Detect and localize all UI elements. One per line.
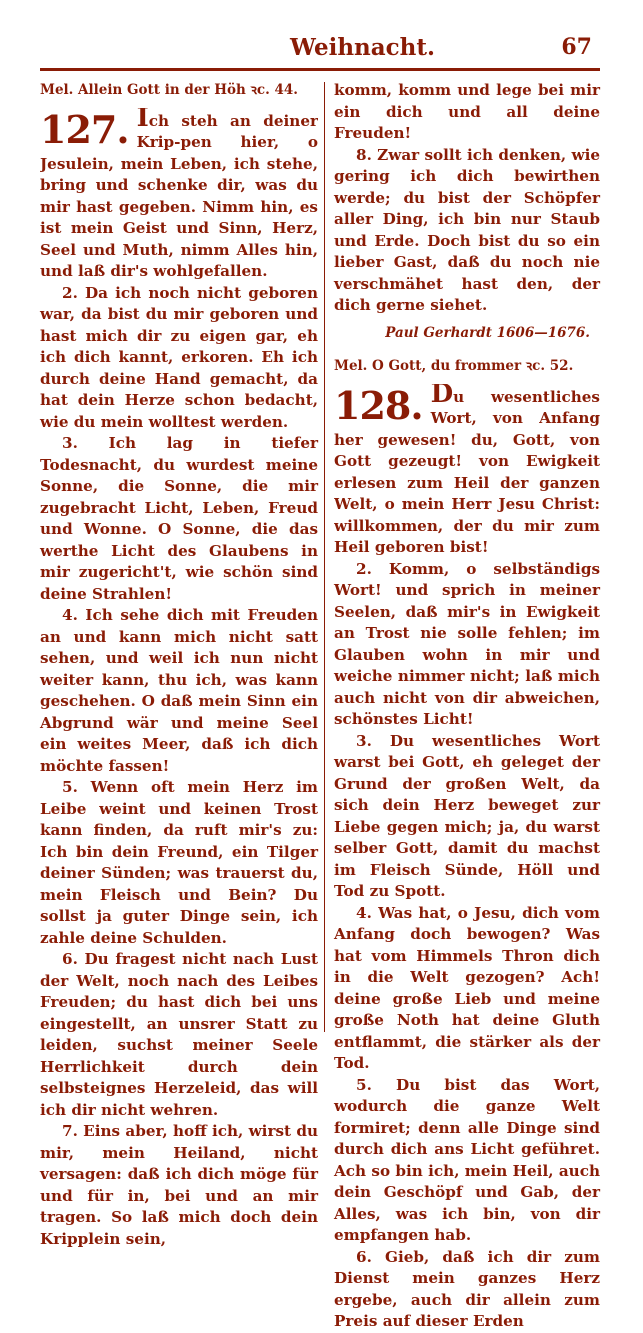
running-title: Weihnacht. — [290, 34, 436, 61]
hymn-128 — [334, 384, 600, 559]
hymn-128-verse-3: 3. Du wesentliches Wort warst bei Gott, eh geleget der Grund der großen Welt, da sich dein Herz beweget zur Liebe gegen mich; ja, du warst selber Gott, damit du machst im Fleisch Sünde, Höll und Tod zu Spott. — [334, 731, 600, 900]
page-header — [40, 34, 600, 64]
right-column — [334, 80, 600, 1333]
hymn-128-verse-4: 4. Was hat, o Jesu, dich vom Anfang doch bewogen? Was hat vom Himmels Thron dich in die Welt gezogen? Ach! deine große Lieb und meine große Noth hat deine Gluth entflammt, die stärker als der Tod. — [334, 903, 600, 1072]
hymn-127-melody: Mel. Allein Gott in der Höh ꝛc. 44. — [40, 82, 298, 98]
hymn-127-verse-2: 2. Da ich noch nicht geboren war, da bist du mir geboren und hast mich dir zu eigen gar, eh ich dich kannt, erkoren. Eh ich durch deine Hand gemacht, da hat dein Herze schon bedacht, wie du mein wolltest werden. — [40, 283, 318, 431]
column-divider — [324, 82, 325, 1032]
hymn-127-verse-8: 8. Zwar sollt ich denken, wie gering ich dich bewirthen werde; du bist der Schöpfer aller Ding, ich bin nur Staub und Erde. Doch bist du so ein lieber Gast, daß du noch nie verschmähet hast den, der dich gerne siehet. — [334, 145, 600, 314]
hymn-127-opening: ch steh an deiner Krip-pen hier, o Jesulein, mein Leben, ich stehe, bring und schenke dir, was du mir hast gegeben. Nimm hin, es ist mein Geist und Sinn, Herz, Seel und Muth, nimm Alles hin, und laß dir's wohlgefallen. — [40, 111, 318, 280]
header-rule — [40, 68, 600, 71]
hymn-127-verse-3: 3. Ich lag in tiefer Todesnacht, du wurdest meine Sonne, die Sonne, die mir zugebracht Licht, Leben, Freud und Wonne. O Sonne, die das werthe Licht des Glaubens in mir zugericht't, wie schön sind deine Strahlen! — [40, 434, 318, 603]
hymn-128-number: 128. — [334, 383, 423, 428]
hymn-127-author: Paul Gerhardt 1606—1676. — [385, 324, 590, 341]
hymn-127-verse-7: 7. Eins aber, hoff ich, wirst du mir, mein Heiland, nicht versagen: daß ich dich möge für und für in, bei und an mir tragen. So laß mich doch dein Kripplein sein, — [40, 1122, 318, 1248]
page-number: 67 — [561, 34, 592, 60]
left-column — [40, 80, 318, 1250]
hymn-128-verse-6: 6. Gieb, daß ich dir zum Dienst mein ganzes Herz ergebe, auch dir allein zum Preis auf dieser Erden — [334, 1247, 600, 1330]
hymn-127-verse-7-continued: komm, komm und lege bei mir ein dich und all deine Freuden! — [334, 81, 600, 142]
hymn-128-verse-5: 5. Du bist das Wort, wodurch die ganze Welt formiret; denn alle Dinge sind durch dich ans Licht geführet. Ach so bin ich, mein Heil, auch dein Geschöpf und Gab, der Alles, was ich bin, von dir empfangen hab. — [334, 1075, 600, 1244]
hymn-127-number: 127. — [40, 107, 129, 152]
hymn-128-verse-2: 2. Komm, o selbständigs Wort! und sprich in meiner Seelen, daß mir's in Ewigkeit an Trost nie solle fehlen; im Glauben wohn in mir und weiche nimmer nicht; laß mich auch nicht von dir abweichen, schönstes Licht! — [334, 559, 600, 728]
hymn-128-opening: u wesentliches Wort, von Anfang her gewesen! du, Gott, von Gott gezeugt! von Ewigkeit erlesen zum Heil der ganzen Welt, o mein Herr Jesu Christ: willkommen, der du mir zum Heil geboren bist! — [334, 387, 600, 556]
hymn-128-dropcap: D — [430, 383, 454, 409]
hymn-127-verse-5: 5. Wenn oft mein Herz im Leibe weint und keinen Trost kann finden, da ruft mir's zu: Ich bin dein Freund, ein Tilger deiner Sünden; was trauerst du, mein Fleisch und Bein? Du sollst ja guter Dinge sein, ich zahle deine Schulden. — [40, 778, 318, 947]
hymn-127-dropcap: I — [136, 107, 149, 133]
hymn-127-verse-6: 6. Du fragest nicht nach Lust der Welt, noch nach des Leibes Freuden; du hast dich bei uns eingestellt, an unsrer Statt zu leiden, suchst meiner Seele Herrlichkeit durch dein selbsteignes Herzeleid, das will ich dir nicht wehren. — [40, 950, 318, 1119]
hymn-127-verse-4: 4. Ich sehe dich mit Freuden an und kann mich nicht satt sehen, und weil ich nun nicht weiter kann, thu ich, was kann geschehen. O daß mein Sinn ein Abgrund wär und meine Seel ein weites Meer, daß ich dich möchte fassen! — [40, 606, 318, 775]
hymn-128-melody: Mel. O Gott, du frommer ꝛc. 52. — [334, 358, 574, 374]
hymn-127 — [40, 108, 318, 283]
